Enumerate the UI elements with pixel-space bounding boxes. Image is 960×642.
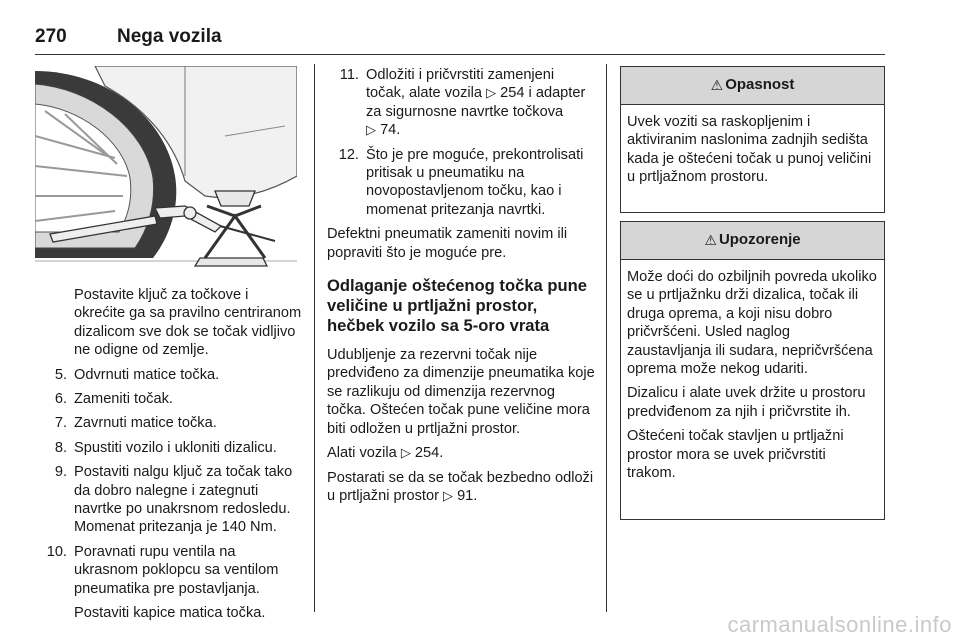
step-text: Odložiti i pričvrstiti zamenjeni točak, alate vozila — [366, 67, 555, 102]
step-number: 10. — [46, 543, 67, 560]
caution-header — [621, 222, 884, 260]
step-subtext: Momenat pritezanja je 140 Nm. — [74, 519, 277, 536]
step-text: Poravnati rupu ventila na ukrasnom poklopcu sa ventilom pneumatika pre postavljanja. — [74, 543, 279, 597]
step-text: Spustiti vozilo i ukloniti dizalicu. — [74, 439, 277, 456]
step-text: Zavrnuti matice točka. — [74, 415, 217, 432]
page-ref-icon: ▷ — [443, 487, 453, 503]
step-number: 6. — [54, 391, 67, 408]
watermark: carmanualsonline.info — [727, 612, 952, 637]
list-item — [35, 463, 303, 537]
caution-paragraph: Dizalicu i alate uvek držite u prostoru predviđenom za njih i pričvrstite ih. — [627, 385, 866, 420]
page-ref-icon: ▷ — [400, 445, 411, 461]
column-1 — [35, 286, 303, 629]
paragraph: Defektni pneumatik zameniti novim ili popraviti što je moguće pre. — [327, 226, 568, 261]
step-number: 8. — [54, 439, 67, 456]
section-heading: Odlaganje oštećenog točka pune veličine u prtljažni prostor, hečbek vozilo sa 5-oro vrata — [327, 276, 588, 336]
warning-triangle-icon: ⚠ — [704, 232, 717, 249]
step-text: Zameniti točak. — [74, 391, 173, 408]
step-text: Odvrnuti matice točka. — [74, 366, 220, 383]
page-header — [35, 24, 885, 55]
step-text: Postaviti nalgu ključ za točak tako da dobro nalegne i zategnuti navrtke po unakrsnom redosledu. — [74, 464, 293, 518]
page-ref-icon: ▷ — [366, 122, 376, 138]
caution-paragraph: Može doći do ozbiljnih povreda ukoliko se u prtljažnku drži dizalica, točak ili druga oprema, a koji nisu dobro pričvršćeni. Usled naglog zaustavljanja ili sudara, nepričvršćena oprema može nekog udariti. — [627, 269, 877, 378]
step-number: 7. — [54, 415, 67, 432]
danger-box — [620, 66, 885, 213]
caution-title: Upozorenje — [718, 231, 801, 249]
list-item — [35, 543, 303, 623]
danger-title: Opasnost — [725, 76, 795, 94]
column-divider — [606, 64, 607, 612]
caution-box — [620, 221, 885, 520]
step-extra: Postaviti kapice matica točka. — [74, 605, 266, 622]
paragraph-text: Postarati se da se točak bezbedno odloži u prtljažni prostor — [327, 469, 594, 504]
warning-triangle-icon: ⚠ — [710, 77, 724, 94]
column-2 — [327, 66, 595, 511]
list-item — [35, 366, 303, 384]
list-item: 11. Odložiti i pričvrstiti zamenjeni točak, alate vozila ▷ 254 i adapter za sigurnosne navrtke točkova ▷ 74. — [327, 66, 595, 140]
step-number: 9. — [54, 464, 67, 481]
paragraph: Udubljenje za rezervni točak nije predviđeno za dimenzije pneumatika koje se razlikuju od dimenzija rezervnog točka. Oštećen točak pune veličine mora biti odložen u prtljažni prostor. — [327, 347, 595, 437]
wheel-jack-image — [35, 66, 297, 276]
caution-body — [621, 260, 884, 482]
intro-paragraph: Postavite ključ za točkove i okrećite ga sa pravilno centriranom dizalicom sve dok se točak vidljivo ne odigne od zemlje. — [74, 287, 302, 359]
step-number: 11. — [339, 67, 359, 83]
list-item — [35, 390, 303, 408]
list-item — [327, 146, 595, 220]
page-ref[interactable]: 74 — [380, 122, 397, 139]
page-ref[interactable]: 254 — [414, 445, 440, 462]
page-ref[interactable]: 254 — [500, 85, 525, 102]
list-item — [35, 439, 303, 457]
paragraph-text: Alati vozila — [327, 445, 401, 462]
paragraph: Alati vozila ▷ 254. — [327, 445, 444, 462]
page-number: 270 — [35, 26, 67, 47]
page-ref[interactable]: 91 — [457, 487, 474, 504]
column-divider — [314, 64, 315, 612]
paragraph: Postarati se da se točak bezbedno odloži u prtljažni prostor ▷ 91. — [327, 469, 594, 504]
caution-paragraph: Oštećeni točak stavljen u prtljažni prostor mora se uvek pričvrstiti trakom. — [627, 428, 844, 482]
step-number: 12. — [338, 146, 359, 163]
danger-header — [621, 67, 884, 105]
page-ref-icon: ▷ — [486, 85, 497, 101]
page-title: Nega vozila — [117, 26, 222, 47]
step-text: i adapter za sigurnosne navrtke točkova — [366, 85, 586, 120]
step-text: Što je pre moguće, prekontrolisati pritisak u pneumatiku na novopostavljenom točku, kao i momenat pritezanja navrtki. — [366, 146, 584, 218]
jack-illustration — [35, 66, 297, 276]
step-number: 5. — [54, 366, 67, 383]
list-item — [35, 414, 303, 432]
danger-text: Uvek voziti sa raskopljenim i aktiviranim naslonima zadnjih sedišta kada je oštećeni točak u punoj veličini u prtljažnom prostoru. — [627, 114, 872, 186]
